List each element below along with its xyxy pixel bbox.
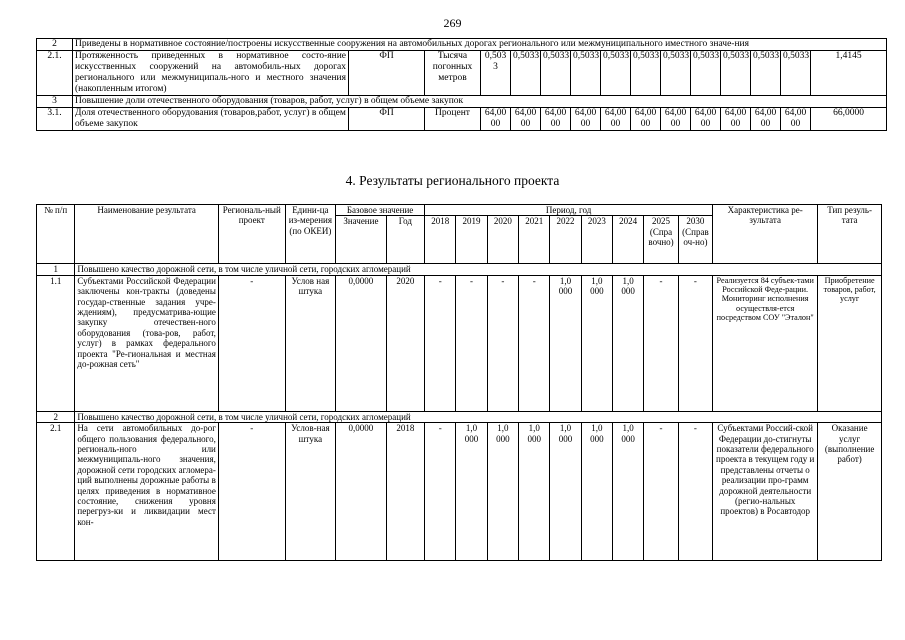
- header-value: Значение: [336, 216, 387, 264]
- indicator-row: [37, 108, 887, 131]
- indicator-value: 64,00 00: [541, 108, 571, 131]
- results-section-row: [37, 264, 882, 275]
- header-year-2025: 2025 (Спра вочно): [644, 216, 678, 264]
- indicator-value: 0,5033: [571, 51, 601, 96]
- result-2025-value: -: [644, 275, 678, 411]
- header-year-col: 2018: [425, 216, 456, 264]
- header-period: Период, год: [425, 205, 713, 216]
- result-row: [37, 423, 882, 561]
- section-text: Повышение доли отечественного оборудования (товаров, работ, услуг) в общем объеме закупок: [73, 96, 887, 108]
- header-year-col: 2022: [550, 216, 581, 264]
- indicator-unit: Процент: [425, 108, 481, 131]
- indicator-value: 0,5033: [601, 51, 631, 96]
- indicator-level: ФП: [349, 108, 425, 131]
- row-number: 2: [37, 411, 75, 422]
- result-year-value: 1,0 000: [456, 423, 487, 561]
- result-year-value: 1,0 000: [581, 275, 612, 411]
- indicator-value: 0,503 3: [481, 51, 511, 96]
- section-heading: 4. Результаты регионального проекта: [345, 173, 560, 188]
- row-number: 2.1: [37, 423, 75, 561]
- header-year-col: 2021: [519, 216, 550, 264]
- header-regional: Региональ-ный проект: [218, 205, 285, 264]
- header-num: № п/п: [37, 205, 75, 264]
- row-number: 1: [37, 264, 75, 275]
- result-year-value: -: [519, 275, 550, 411]
- indicator-value: 0,5033: [661, 51, 691, 96]
- indicator-value: 64,00 00: [571, 108, 601, 131]
- indicator-value: 64,00 00: [631, 108, 661, 131]
- indicator-value: 64,00 00: [691, 108, 721, 131]
- indicator-value: 64,00 00: [721, 108, 751, 131]
- result-year-value: 1,0 000: [519, 423, 550, 561]
- indicator-value: 0,5033: [691, 51, 721, 96]
- result-base-year: 2018: [386, 423, 424, 561]
- result-year-value: 1,0 000: [581, 423, 612, 561]
- header-year-col: 2023: [581, 216, 612, 264]
- indicator-value: 0,5033: [721, 51, 751, 96]
- result-name: Субъектами Российской Федерации заключены кон-тракты (доведены государ-ственные задания учре-ждениям), предусматрива-ющие закупку отечествен-ного оборудования (това-ров, работ, услуг) в рамках федерального проекта "Ре-гиональная и местная до-рожная сеть": [75, 275, 219, 411]
- result-2025-value: -: [644, 423, 678, 561]
- result-regional: -: [218, 275, 285, 411]
- header-year-col: 2024: [613, 216, 644, 264]
- result-year-value: 1,0 000: [613, 423, 644, 561]
- row-number: 3.1.: [37, 108, 73, 131]
- section-text: Повышено качество дорожной сети, в том числе уличной сети, городских агломераций: [75, 411, 882, 422]
- result-base-value: 0,0000: [336, 275, 387, 411]
- result-year-value: -: [487, 275, 518, 411]
- indicator-value: 64,00 00: [601, 108, 631, 131]
- result-type: Оказание услуг (выполнение работ): [818, 423, 882, 561]
- results-table: [36, 204, 882, 561]
- indicator-value: 64,00 00: [781, 108, 811, 131]
- results-header-row: [37, 205, 882, 216]
- result-base-year: 2020: [386, 275, 424, 411]
- indicator-row: [37, 51, 887, 96]
- header-year-2030: 2030 (Справ оч-но): [678, 216, 712, 264]
- indicator-value: 64,00 00: [481, 108, 511, 131]
- result-year-value: 1,0 000: [550, 275, 581, 411]
- row-number: 1.1: [37, 275, 75, 411]
- indicator-value: 0,5033: [541, 51, 571, 96]
- indicator-total: 1,4145: [811, 51, 887, 96]
- result-characteristic: Субъектами Россий-ской Федерации до-стигнуты показатели федерального проекта в текущем году и представлены отчеты о реализации про-грамм дорожной деятельности (регио-нальных проектов) в Росавтодор: [713, 423, 818, 561]
- results-section-row: [37, 411, 882, 422]
- result-unit: Услов-ная штука: [285, 423, 336, 561]
- row-number: 2: [37, 39, 73, 51]
- result-year-value: 1,0 000: [550, 423, 581, 561]
- result-year-value: -: [425, 423, 456, 561]
- indicator-unit: Тысяча погонных метров: [425, 51, 481, 96]
- page-number: 269: [443, 16, 462, 30]
- result-2030-value: -: [678, 275, 712, 411]
- indicator-level: ФП: [349, 51, 425, 96]
- header-baseline: Базовое значение: [336, 205, 425, 216]
- section-text: Повышено качество дорожной сети, в том числе уличной сети, городских агломераций: [75, 264, 882, 275]
- indicator-total: 66,0000: [811, 108, 887, 131]
- result-year-value: 1,0 000: [613, 275, 644, 411]
- header-year-col: 2019: [456, 216, 487, 264]
- header-type: Тип резуль-тата: [818, 205, 882, 264]
- result-year-value: -: [425, 275, 456, 411]
- header-characteristic: Характеристика ре-зультата: [713, 205, 818, 264]
- indicator-value: 64,00 00: [511, 108, 541, 131]
- indicator-section-row: [37, 39, 887, 51]
- indicator-value: 0,5033: [511, 51, 541, 96]
- indicators-table: [36, 38, 887, 131]
- header-unit: Едини-ца из-мерения (по ОКЕИ): [285, 205, 336, 264]
- indicator-value: 0,5033: [781, 51, 811, 96]
- header-name: Наименование результата: [75, 205, 219, 264]
- section-text: Приведены в нормативное состояние/построены искусственные сооружения на автомобильных дорогах регионального или межмуниципального иместного значе-ния: [73, 39, 887, 51]
- result-characteristic: Реализуется 84 субъек-тами Российской Феде-рации. Мониторинг исполнения осуществля-ется посредством СОУ "Эталон": [713, 275, 818, 411]
- result-year-value: -: [456, 275, 487, 411]
- result-name: На сети автомобильных до-рог общего пользования федерального, региональ-ного или межмуниципаль-ного значения, дорожной сети городских агломера-ций выполнены дорожные работы в целях приведения в нормативное состояние, снижения уровня перегруз-ки и ликвидации мест кон-: [75, 423, 219, 561]
- indicator-name: Доля отечественного оборудования (товаров,работ, услуг) в общем объеме закупок: [73, 108, 349, 131]
- result-base-value: 0,0000: [336, 423, 387, 561]
- indicator-section-row: [37, 96, 887, 108]
- indicator-value: 64,00 00: [751, 108, 781, 131]
- indicator-value: 64,00 00: [661, 108, 691, 131]
- row-number: 2.1.: [37, 51, 73, 96]
- result-year-value: 1,0 000: [487, 423, 518, 561]
- header-year-col: 2020: [487, 216, 518, 264]
- result-2030-value: -: [678, 423, 712, 561]
- indicator-value: 0,5033: [751, 51, 781, 96]
- header-year: Год: [386, 216, 424, 264]
- result-row: [37, 275, 882, 411]
- result-unit: Услов ная штука: [285, 275, 336, 411]
- indicator-name: Протяженность приведенных в нормативное состо-яние искусственных сооружений на автомобиль-ных дорогах регионального или межмуниципаль-ного и местного значения (накопленным итогом): [73, 51, 349, 96]
- result-regional: -: [218, 423, 285, 561]
- indicator-value: 0,5033: [631, 51, 661, 96]
- row-number: 3: [37, 96, 73, 108]
- result-type: Приобретение товаров, работ, услуг: [818, 275, 882, 411]
